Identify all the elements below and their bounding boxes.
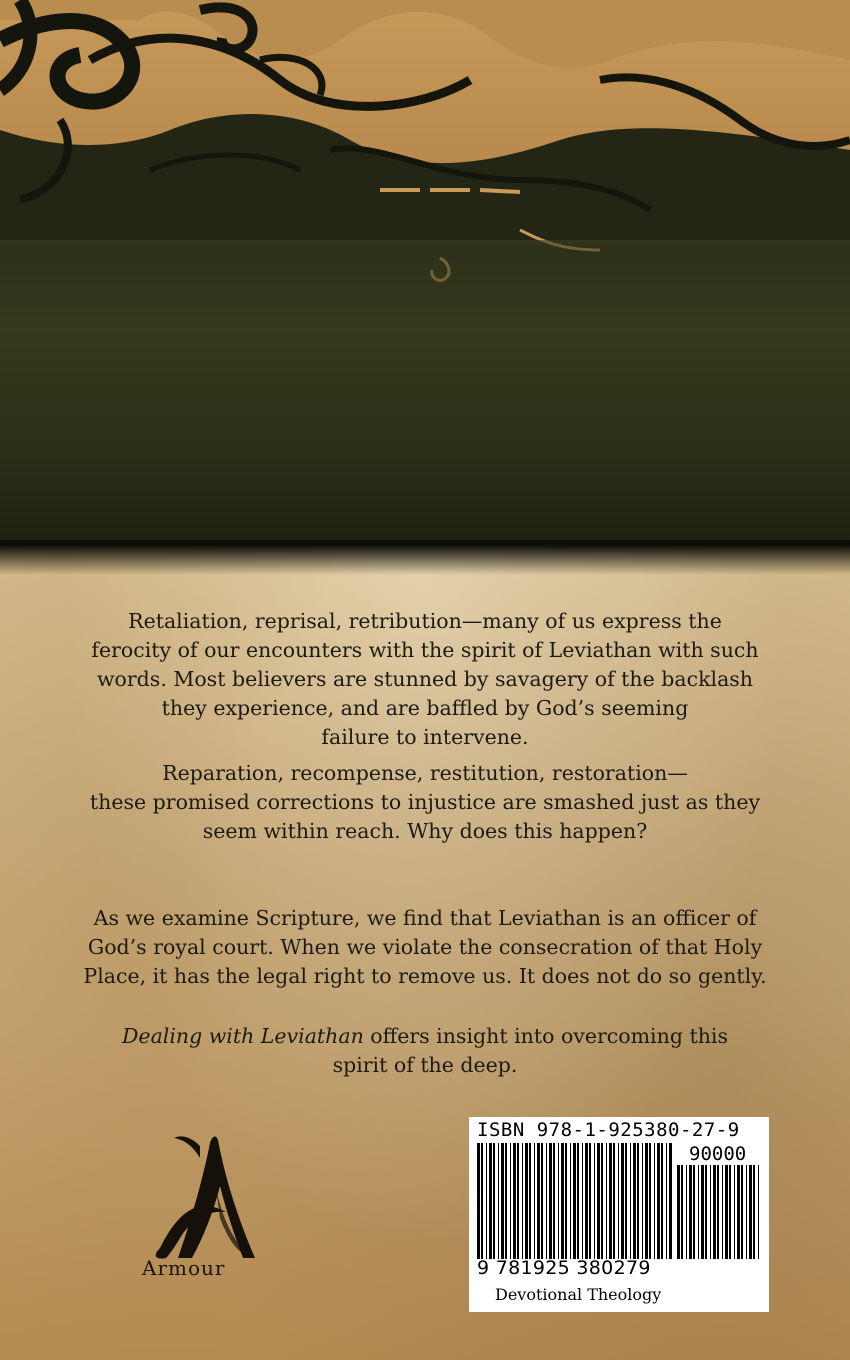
barcode-bar xyxy=(558,1143,559,1259)
book-category: Devotional Theology xyxy=(495,1285,662,1304)
barcode-bar xyxy=(749,1165,752,1259)
barcode-bar xyxy=(642,1143,643,1259)
barcode-bar xyxy=(633,1143,636,1259)
book-title-inline: Dealing with Leviathan xyxy=(122,1024,364,1048)
barcode-bar xyxy=(489,1143,492,1259)
ean-digits: 9 781925 380279 xyxy=(477,1257,651,1279)
blurb-line: ferocity of our encounters with the spirit of Leviathan with such xyxy=(91,638,759,662)
barcode-bar xyxy=(618,1143,619,1259)
barcode-bar xyxy=(481,1143,483,1259)
barcode-bar xyxy=(649,1143,651,1259)
barcode-bar xyxy=(589,1143,591,1259)
barcode-bar xyxy=(561,1143,564,1259)
barcode-bar xyxy=(645,1143,648,1259)
barcode-bar xyxy=(701,1165,704,1259)
barcode-bar xyxy=(510,1143,511,1259)
barcode-bar xyxy=(630,1143,631,1259)
blurb-line: spirit of the deep. xyxy=(332,1053,518,1077)
barcode-bar xyxy=(669,1143,672,1259)
barcode-bar xyxy=(577,1143,579,1259)
barcode-bar xyxy=(686,1165,687,1259)
price-barcode-bars xyxy=(677,1165,761,1259)
blurb-line: seem within reach. Why does this happen? xyxy=(202,819,648,843)
barcode-bar xyxy=(606,1143,607,1259)
blurb-line: they experience, and are baffled by God’s seeming xyxy=(161,696,689,720)
barcode-bar xyxy=(693,1165,695,1259)
barcode-bar xyxy=(522,1143,523,1259)
blurb-line: Reparation, recompense, restitution, restoration— xyxy=(162,761,688,785)
publisher-name: Armour xyxy=(142,1256,226,1280)
barcode-bar xyxy=(666,1143,667,1259)
barcode-bar xyxy=(725,1165,728,1259)
barcode-bar xyxy=(529,1143,531,1259)
isbn-number: ISBN 978-1-925380-27-9 xyxy=(477,1119,740,1141)
barcode-bar xyxy=(585,1143,588,1259)
barcode-bar xyxy=(601,1143,603,1259)
barcode-bar xyxy=(698,1165,699,1259)
blurb-line: offers insight into overcoming this xyxy=(363,1024,728,1048)
ean-barcode-bars xyxy=(477,1143,673,1259)
barcode-bar xyxy=(525,1143,528,1259)
blurb-line: Retaliation, reprisal, retribution—many of us express the xyxy=(128,609,722,633)
barcode-bar xyxy=(570,1143,571,1259)
barcode-bar xyxy=(553,1143,555,1259)
blurb-paragraph-2 xyxy=(60,759,790,846)
barcode-bar xyxy=(513,1143,516,1259)
barcode-bar xyxy=(654,1143,655,1259)
blurb-paragraph-1 xyxy=(60,607,790,752)
barcode-bar xyxy=(758,1165,759,1259)
barcode-bar xyxy=(613,1143,615,1259)
barcode-bar xyxy=(713,1165,716,1259)
barcode-bar xyxy=(722,1165,723,1259)
barcode-bar xyxy=(594,1143,595,1259)
ornamental-header-band xyxy=(0,0,850,575)
barcode-bar xyxy=(477,1143,480,1259)
barcode-bar xyxy=(717,1165,719,1259)
blurb-line: God’s royal court. When we violate the consecration of that Holy xyxy=(87,935,763,959)
barcode-bar xyxy=(534,1143,535,1259)
barcode-bar xyxy=(609,1143,612,1259)
barcode-bar xyxy=(661,1143,663,1259)
barcode-bar xyxy=(677,1165,680,1259)
barcode-bar xyxy=(625,1143,627,1259)
barcode-bar xyxy=(565,1143,567,1259)
barcode-bar xyxy=(573,1143,576,1259)
blurb-line: words. Most believers are stunned by savagery of the backlash xyxy=(96,667,754,691)
blurb-line: Place, it has the legal right to remove us. It does not do so gently. xyxy=(83,964,767,988)
barcode-bar xyxy=(753,1165,755,1259)
barcode-bar xyxy=(541,1143,543,1259)
barcode-bar xyxy=(734,1165,735,1259)
barcode-bar xyxy=(746,1165,747,1259)
barcode-bar xyxy=(501,1143,504,1259)
blurb-line: these promised corrections to injustice are smashed just as they xyxy=(89,790,761,814)
barcode-bar xyxy=(597,1143,600,1259)
barcode-bar xyxy=(705,1165,707,1259)
barcode-bar xyxy=(689,1165,692,1259)
blurb-line: failure to intervene. xyxy=(321,725,529,749)
barcode-bar xyxy=(546,1143,547,1259)
blurb-line: As we examine Scripture, we find that Leviathan is an officer of xyxy=(93,906,757,930)
barcode-bar xyxy=(505,1143,507,1259)
barcode-bar xyxy=(637,1143,639,1259)
blurb-paragraph-4 xyxy=(60,1022,790,1080)
barcode-bar xyxy=(493,1143,495,1259)
isbn-barcode xyxy=(469,1117,769,1312)
barcode-bar xyxy=(549,1143,552,1259)
barcode-bar xyxy=(729,1165,731,1259)
barcode-bar xyxy=(710,1165,711,1259)
price-code: 90000 xyxy=(689,1143,747,1165)
barcode-bar xyxy=(498,1143,499,1259)
barcode-bar xyxy=(741,1165,743,1259)
barcode-bar xyxy=(737,1165,740,1259)
filigree-ornament xyxy=(0,0,850,575)
barcode-bar xyxy=(681,1165,683,1259)
barcode-bar xyxy=(486,1143,487,1259)
barcode-bar xyxy=(537,1143,540,1259)
barcode-bar xyxy=(582,1143,583,1259)
barcode-bar xyxy=(517,1143,519,1259)
barcode-bar xyxy=(657,1143,660,1259)
barcode-bar xyxy=(621,1143,624,1259)
blurb-paragraph-3 xyxy=(60,904,790,991)
